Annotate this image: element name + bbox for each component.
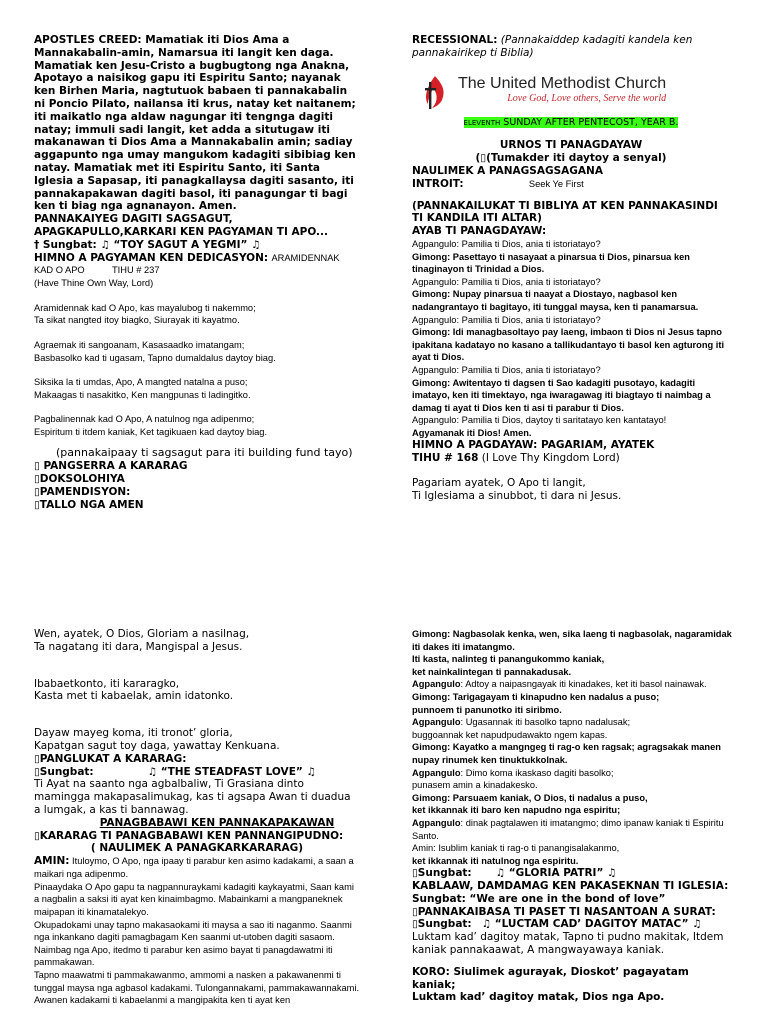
verse-1-line-1: Aramidennak kad O Apo, kas mayalubog ti nakemmo; [34,302,256,313]
top-right-column [412,34,730,503]
kablaaw-heading: KABLAAW, DAMDAMAG KEN PAKASEKNAN TI IGLESIA: [412,880,729,893]
umc-logo [412,74,730,110]
item-pangserra: ▯ PANGSERRA A KARARAG [34,460,188,473]
prayer-para-1: Pinaaydaka O Apo gapu ta nagpannuraykami kadagiti kaykayatmi, Saan kami a nagbalin a saksi iti ayat ken kinaimbagmo. Mabainkami a mangpaneknek maipapan iti kinamatalekyo. [34,881,354,917]
himno-english-title: (Have Thine Own Way, Lord) [34,278,154,289]
agpangulo-line: Agpangulo: Pamilia ti Dios, ania ti istoriatayo? [412,364,601,375]
verse-3-line-1: Siksika la ti umdas, Apo, A mangted natalna a puso; [34,377,248,388]
ayab-lines [412,238,730,440]
verse-2 [34,339,360,364]
gimong-line: Agyamanak iti Dios! Amen. [412,427,532,438]
agpangulo-line: Agpangulo: Pamilia ti Dios, ania ti istoriatayo? [412,238,601,249]
hymn-stanza-1-line-2: Ta nagatang iti dara, Mangispal a Jesus. [34,640,243,653]
steadfast-lyrics: Ti Ayat na saanto nga agbalbaliw, Ti Grasiana dinto mamingga makapasalimukag, kas ti agsapa Awan ti duadua a lumgak, a kas ti bannawag. [34,778,351,816]
prayer-para-3: Naimbag nga Apo, itedmo ti parabur ken asimo bayat ti panagdawatmi iti pammakawan. [34,944,333,968]
pannakaiyeg-heading: PANNAKAIYEG DAGITI SAGSAGUT, APAGKAPULLO,KARKARI KEN PAGYAMAN TI APO... [34,213,328,238]
agpangulo-line: Agpangulo: Pamilia ti Dios, daytoy ti saritatayo ken kantatayo! [412,415,667,426]
response-line: ket ikkannak iti natulnog nga espiritu. [412,855,579,866]
gimong-line: Gimong: Parsuaem kaniak, O Dios, ti nadalus a puso, [412,792,648,803]
himno-pagdayaw: HIMNO A PAGDAYAW: PAGARIAM, AYATEK [412,439,655,452]
himno-pagyaman-title: HIMNO A PAGYAMAN KEN DEDICASYON: [34,251,269,264]
introit-label: INTROIT: [412,177,464,190]
koro-line-1: KORO: Siulimek agurayak, Dioskot’ pagayatam kaniak; [412,965,689,991]
agpangulo-line: Agpangulo: Dimo koma ikaskaso dagiti basolko; [412,767,614,778]
hymn-stanza-3-line-2: Kapatgan sagut toy daga, yawattay Kenkuana. [34,739,280,752]
apostles-creed: APOSTLES CREED: Mamatiak iti Dios Ama a Mannakabalin-amin, Namarsua iti langit ken daga. Mamatiak ken Jesu-Cristo a bugbugtong nga Anakna, Apotayo a naisikog gapu iti Espiritu Santo; nayanak ken Birhen Maria, nagtutuok babaen ti pannakabalin ni Poncio Pilato, nailansa iti krus, natay ket naitanem; iti maikatlo nga aldaw nagungar iti tengnga dagiti natay; immuli sadi langit, ket adda a situtugaw iti makanawan ti Dios Ama a Mannakabalin amin; sadiay aggapunto nga umay mangukom kadagiti sibibiag ken natay. Mamatiak met iti Espiritu Santo, iti Santa Iglesia a Sapasap, iti panagkallaysa dagiti sasanto, iti pannakapakawan dagiti basol, iti panagungar ti bagi ken ti biag nga agnanayon. Amen. [34,34,356,213]
verse-2-line-1: Agraemak iti sangoanam, Kasasaadko imatangam; [34,339,245,350]
recessional-note: (Pannakaiddep kadagiti kandela ken pannakairikep ti Biblia) [412,34,693,59]
pagariam-line-2: Ti Iglesiama a sinubbot, ti dara ni Jesus. [412,489,622,502]
gimong-line: Gimong: Awitentayo ti dagsen ti Sao kadagiti pusotayo, kadagiti imatayo, ken iti timektayo, nga iwaragawag iti biagtayo ti naimbag a damag ti ayat ti Dios ken ti asi ti parabur ti Dios. [412,377,711,413]
building-fund-note: (pannakaipaay ti sagsagut para iti building fund tayo) [56,446,353,460]
verse-1-line-2: Ta sikat nangted itoy biagko, Siurayak iti kayatmo. [34,315,240,326]
gimong-line: Gimong: Nupay pinarsua ti naayat a Diostayo, nagbasol ken nadangrantayo ti bagitayo, iti tunggal maysa, ken ti panamarsua. [412,289,699,312]
naulimek-heading: NAULIMEK A PANAGSAGSAGANA [412,164,603,177]
sungbat-steadfast: ▯Sungbat: ♫ “THE STEADFAST LOVE” ♫ [34,765,316,778]
himno-pagdayaw-tihu: TIHU # 168 (I Love Thy Kingdom Lord) [412,452,620,465]
sungbat-luctam: ▯Sungbat: ♫ “LUCTAM CAD’ DAGITOY MATAC” ♫ [412,918,702,931]
tumakder-note: (▯(Tumakder iti daytoy a senyal) [475,152,667,165]
verse-2-line-2: Basbasolko kad ti ugasam, Tapno dumaldalus daytoy biag. [34,352,276,363]
himno-pagyaman-name: ARAMIDENNAK KAD O APO [34,252,340,276]
naulimek-note: ( NAULIMEK A PANAGKARKARARAG) [90,842,304,855]
recessional-label: RECESSIONAL: [412,34,498,46]
sungbat-gloria: ▯Sungbat: ♫ “GLORIA PATRI” ♫ [412,867,617,880]
response-line: ket nainkalintegan ti pannakadusak. [412,666,572,677]
agpangulo-line: Agpangulo: dinak pagtalawen iti imatangmo; dimo ipanaw kaniak ti Espiritu Santo. [412,817,724,841]
item-doksolohiya: ▯DOKSOLOHIYA [34,473,125,486]
response-line: ket ikkannak iti baro ken napudno nga espiritu; [412,805,621,816]
hymn-stanza-2-line-2: Kasta met ti kabaelak, amin idatonko. [34,690,234,703]
prayer-para-4: Tapno maawatmi ti pammakawanmo, ammomi a nasken a pakawanenmi ti tunggal maysa nga agbasol kadakami. Tulongannakami, pammakawannakami. [34,969,360,993]
cross-and-flame-icon [422,74,448,110]
verse-3 [34,376,360,401]
bottom-left-column [34,628,360,1007]
gimong-line: Gimong: Kayatko a mangngeg ti rag-o ken ragsak; agragsakak manen nupay rinumek ken tinuktukkolnak. [412,742,721,765]
panglukat-heading: ▯PANGLUKAT A KARARAG: [34,752,187,765]
himno-pagyaman-tihu: TIHU # 237 [111,265,160,276]
prayer-para-2: Okupadokami unay tapno makasaokami iti maysa a sao iti naganmo. Saanmi nga inkankano dagiti pamagbagam Ken saanmi ut-utoben dagiti sasaom. [34,919,352,943]
gimong-line: Gimong: Pasettayo ti nasayaat a pinarsua ti Dios, pinarsua ken tinaginayon ti Trinidad a Dios. [412,251,690,275]
sungbat-toy-sagut: † Sungbat: ♫ “TOY SAGUT A YEGMI” ♫ [34,238,261,251]
hymn-stanza-2 [34,678,360,704]
hymn-stanza-1 [34,628,360,654]
hymn-stanza-1-line-1: Wen, ayatek, O Dios, Gloriam a nasilnag, [34,628,250,640]
urnos-heading: URNOS TI PANAGDAYAW [499,139,643,152]
gimong-line: Gimong: Nagbasolak kenka, wen, sika laeng ti nagbasolak, nagaramidak iti dakes iti imatangmo. [412,629,732,652]
sunday-banner [412,116,730,130]
agpangulo-line: Agpangulo: Pamilia ti Dios, ania ti istoriatayo? [412,314,601,325]
item-tallo-nga-amen: ▯TALLO NGA AMEN [34,498,144,511]
response-line: punasem amin a kinadakesko. [412,780,538,791]
hymn-stanza-3-line-1: Dayaw mayeg koma, iti tronot’ gloria, [34,727,233,740]
pannakaibasa-heading: ▯PANNAKAIBASA TI PASET TI NASANTOAN A SURAT: [412,905,716,918]
gimong-line: Gimong: Idi managbasoltayo pay laeng, imbaon ti Dios ni Jesus tapno ipakitana kadatayo no kasano a tallikudantayo ti basol ken agturong iti ayat ti Dios. [412,327,725,363]
item-pamendisyon: ▯PAMENDISYON: [34,485,131,498]
agpangulo-line: Agpangulo: Pamilia ti Dios, ania ti istoriatayo? [412,276,601,287]
logo-church-name: The United Methodist Church [458,74,667,92]
verse-4-line-2: Espiritum ti itdem kaniak, Ket tagikuaen kad daytoy biag. [34,426,268,437]
logo-tagline: Love God, Love others, Serve the world [507,92,667,104]
response-line: Amin: Isublim kaniak ti rag-o ti panangisalakanmo, [412,843,620,854]
top-left-column [34,34,360,511]
verse-3-line-2: Makaagas ti nasakitko, Ken mangpunas ti ladingitko. [34,389,251,400]
himno-pagyaman [34,252,360,278]
sunday-banner-text: ELEVENTH SUNDAY AFTER PENTECOST, YEAR B. [463,116,679,128]
pagariam-line-1: Pagariam ayatek, O Apo ti langit, [412,477,586,490]
recessional [412,34,730,60]
kararag-heading: ▯KARARAG TI PANAGBABAWI KEN PANNANGIPUDNO: [34,829,344,842]
koro-line-2: Luktam kad’ dagitoy matak, Dios nga Apo. [412,991,665,1004]
agpangulo-line: Agpangulo: Ugasannak iti basolko tapno nadalusak; [412,717,631,728]
response-line: buggoannak ket napudpudawakto ngem kapas. [412,729,608,740]
ayab-heading: AYAB TI PANAGDAYAW: [412,225,547,238]
agpangulo-line: Agpangulo: Adtoy a naipasngayak iti kinadakes, ket iti basol nainawak. [412,679,707,690]
gimong-line: Gimong: Tarigagayam ti kinapudno ken nadalus a puso; [412,691,660,702]
verse-4-line-1: Pagbalinennak kad O Apo, A natulnog nga adipenmo; [34,414,255,425]
prayer-partial-line: Awanen kadakami ti kabaelanmi a mangipakita ken ti ayat ken [34,995,291,1006]
pannakailukat-heading: (PANNAKAILUKAT TI BIBLIYA AT KEN PANNAKASINDI TI KANDILA ITI ALTAR) [412,199,718,225]
response-line: Iti kasta, nalinteg ti panangukommo kaniak, [412,654,605,665]
amin-line: AMIN: Ituloymo, O Apo, nga ipaay ti parabur ken asimo kadakami, a saan a maikari nga adipenmo. [34,855,354,879]
bottom-right-column [412,628,732,1004]
sungbat-one-bond: Sungbat: “We are one in the bond of love” [412,892,666,905]
introit [412,178,730,191]
verse-4 [34,413,360,438]
luctam-lyrics: Luktam kad’ dagitoy matak, Tapno ti pudno makitak, Itdem kaniak pannakaawat, A mangwayawaya kaniak. [412,931,724,957]
panagbabawi-title: PANAGBABAWI KEN PANNAKAPAKAWAN [99,816,335,829]
introit-title: Seek Ye First [528,178,584,189]
litany-lines [412,628,732,867]
response-line: punnoem ti panunotko iti siribmo. [412,704,562,715]
hymn-stanza-3 [34,727,360,753]
verse-1 [34,302,360,327]
hymn-stanza-2-line-1: Ibabaetkonto, iti kararagko, [34,677,180,690]
